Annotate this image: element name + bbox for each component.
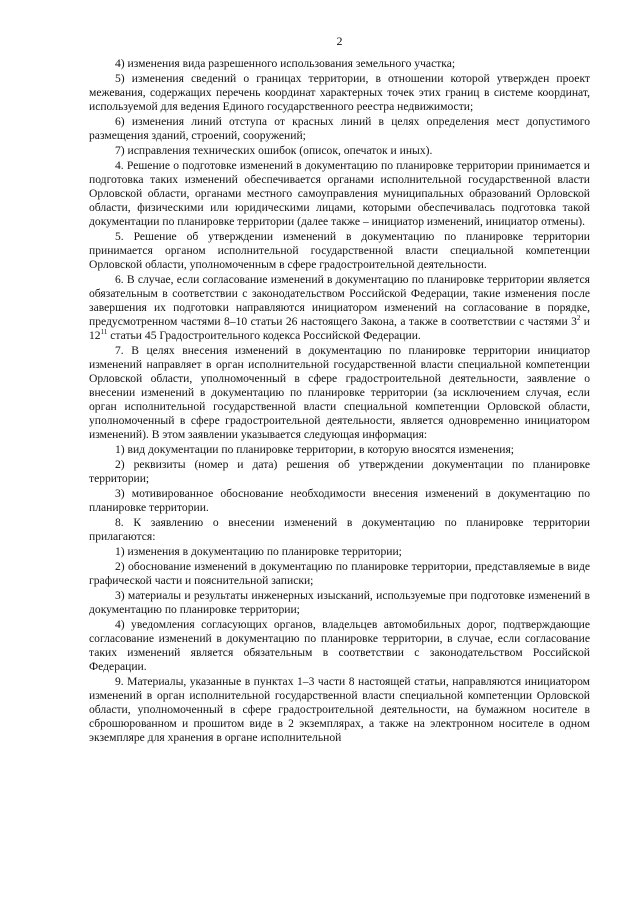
clause-6-text-mid: и 12 <box>89 315 590 342</box>
paragraph-clause-8-item-2: 2) обоснование изменений в документацию по планировке территории, представляемые в виде графической части и пояснительной записки; <box>89 560 590 587</box>
paragraph-clause-5: 5. Решение об утверждении изменений в документацию по планировке территории принимается органом исполнительной государственной власти специальной компетенции Орловской области, уполномоченным в сфере градостроительной деятельности. <box>89 230 590 271</box>
clause-6-superscript-1: 2 <box>576 314 581 323</box>
paragraph-clause-8-item-4: 4) уведомления согласующих органов, владельцев автомобильных дорог, подтверждающие согласование изменений в документацию по планировке территории, в случае, если согласование таких изменений является обязательным в соответствии с законодательством Российской Федерации. <box>89 618 590 673</box>
clause-6-text-before: 6. В случае, если согласование изменений в документацию по планировке территории является обязательным в соответствии с законодательством Российской Федерации, такие изменения после завершения их подготовки направляются инициатором изменений на согласование в порядке, предусмотренном частями 8–10 статьи 26 настоящего Закона, а также в соответствии с частями 3 <box>89 273 590 328</box>
paragraph-clause-4: 4. Решение о подготовке изменений в документацию по планировке территории принимается и подготовка таких изменений обеспечивается органами исполнительной государственной власти Орловской области, органами местного самоуправления муниципальных образований Орловской области, физическими или юридическими лицами, которыми обеспечивалась подготовка такой документации по планировке территории (далее также – инициатор изменений, инициатор отмены). <box>89 159 590 228</box>
paragraph-clause-8: 8. К заявлению о внесении изменений в документацию по планировке территории прилагаются: <box>89 516 590 543</box>
paragraph-clause-8-item-1: 1) изменения в документацию по планировке территории; <box>115 545 402 558</box>
paragraph-clause-8-item-3: 3) материалы и результаты инженерных изысканий, используемые при подготовке изменений в документацию по планировке территории; <box>89 589 590 616</box>
paragraph-clause-9: 9. Материалы, указанные в пунктах 1–3 части 8 настоящей статьи, направляются инициатором изменений в орган исполнительной государственной власти специальной компетенции Орловской области, уполномоченный в сфере градостроительной деятельности, на бумажном носителе в сброшюрованном и прошитом виде в 2 экземплярах, а также на электронном носителе в одном экземпляре для хранения в органе исполнительной <box>89 675 590 744</box>
paragraph-clause-7-item-3: 3) мотивированное обоснование необходимости внесения изменений в документацию по планировке территории. <box>89 487 590 514</box>
paragraph-clause-7-item-2: 2) реквизиты (номер и дата) решения об утверждении документации по планировке территории; <box>89 458 590 485</box>
page-number: 2 <box>336 34 343 48</box>
clause-6-superscript-2: 11 <box>100 328 108 337</box>
paragraph-item-6: 6) изменения линий отступа от красных линий в целях определения мест допустимого размещения зданий, строений, сооружений; <box>89 115 590 142</box>
paragraph-item-7: 7) исправления технических ошибок (описок, опечаток и иных). <box>115 144 433 157</box>
paragraph-clause-6 <box>89 273 590 343</box>
paragraph-clause-7: 7. В целях внесения изменений в документацию по планировке территории инициатор изменений направляет в орган исполнительной государственной власти специальной компетенции Орловской области, уполномоченный в сфере градостроительной деятельности, заявление о внесении изменений в документацию по планировке территории (за исключением случая, если орган исполнительной государственной власти специальной компетенции Орловской области, уполномоченный в сфере градостроительной деятельности, является одновременно инициатором изменений). В этом заявлении указывается следующая информация: <box>89 344 590 441</box>
paragraph-item-5: 5) изменения сведений о границах территории, в отношении которой утвержден проект межевания, содержащих перечень координат характерных точек этих границ в системе координат, используемой для ведения Единого государственного реестра недвижимости; <box>89 72 590 113</box>
clause-6-text-after: статьи 45 Градостроительного кодекса Российской Федерации. <box>107 329 421 342</box>
paragraph-clause-7-item-1: 1) вид документации по планировке территории, в которую вносятся изменения; <box>115 443 515 456</box>
paragraph-item-4: 4) изменения вида разрешенного использования земельного участка; <box>115 57 456 70</box>
